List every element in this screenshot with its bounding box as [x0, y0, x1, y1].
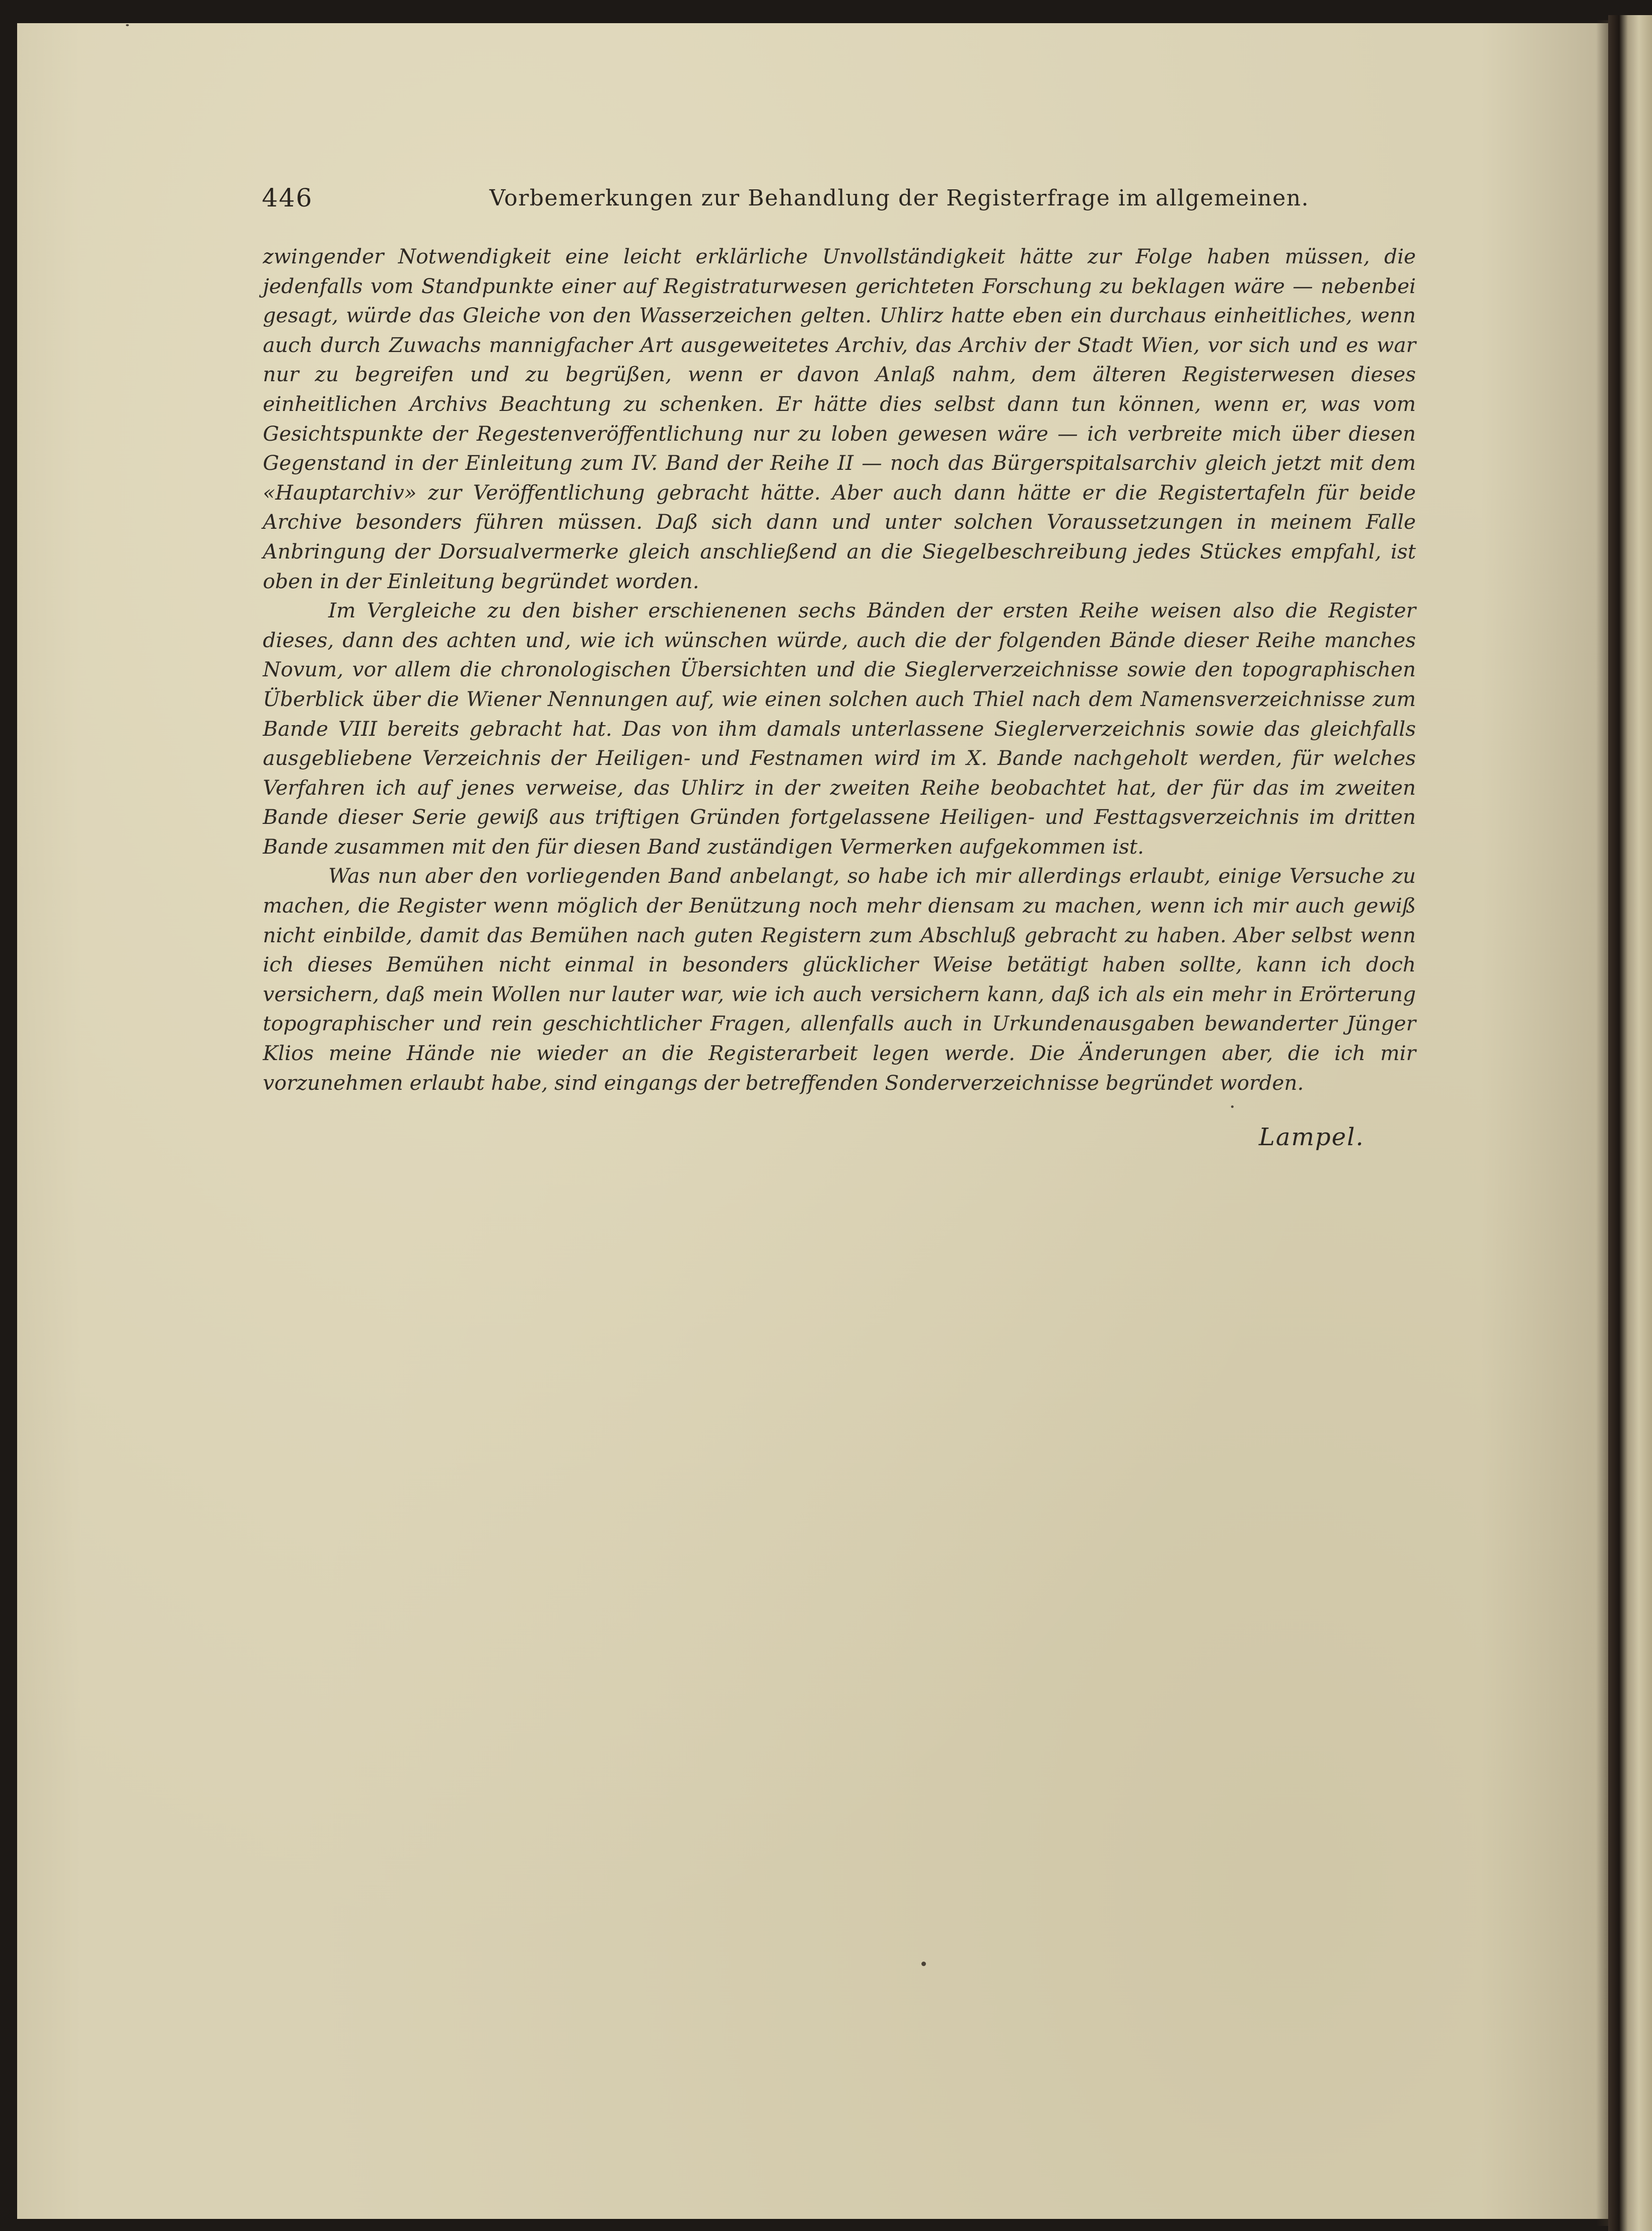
- ink-speck: [1231, 1105, 1234, 1108]
- paragraph-1: zwingender Notwendigkeit eine leicht erklärliche Unvollständigkeit hätte zur Folge haben müssen, die jedenfalls vom Standpunkte einer auf Registraturwesen gerichteten Forschung zu beklagen wäre — nebenbei gesagt, würde das Gleiche von den Wasserzeichen gelten. Uhlirz hatte eben ein durchaus einheitliches, wenn auch durch Zuwachs mannigfacher Art ausgeweitetes Archiv, das Archiv der Stadt Wien, vor sich und es war nur zu begreifen und zu begrüßen, wenn er davon Anlaß nahm, dem älteren Registerwesen dieses einheitlichen Archivs Beachtung zu schenken. Er hätte dies selbst dann tun können, wenn er, was vom Gesichtspunkte der Regestenveröffentlichung nur zu loben gewesen wäre — ich verbreite mich über diesen Gegenstand in der Einleitung zum IV. Band der Reihe II — noch das Bürgerspitalsarchiv gleich jetzt mit dem «Hauptarchiv» zur Veröffentlichung gebracht hätte. Aber auch dann hätte er die Registertafeln für beide Archive besonders führen müssen. Daß sich dann und unter solchen Voraussetzungen in meinem Falle Anbringung der Dorsualvermerke gleich anschließend an die Siegelbeschreibung jedes Stückes empfahl, ist oben in der Einleitung begründet worden.: [263, 244, 1416, 593]
- running-header: [262, 183, 1460, 219]
- running-title: Vorbemerkungen zur Behandlung der Registerfrage im allgemeinen.: [489, 185, 1310, 211]
- page-number: 446: [262, 183, 313, 213]
- ink-speck: [921, 1962, 926, 1966]
- page-gutter-shadow: [1596, 20, 1608, 2226]
- author-signature: Lampel.: [1259, 1123, 1364, 1151]
- body-text: [263, 242, 1416, 1097]
- ink-speck: [126, 24, 129, 26]
- paragraph-2: Im Vergleiche zu den bisher erschienenen sechs Bänden der ersten Reihe weisen also die Register dieses, dann des achten und, wie ich wünschen würde, auch die der folgenden Bände dieser Reihe manches Novum, vor allem die chronologischen Übersichten und die Sieglerverzeichnisse sowie den topographischen Überblick über die Wiener Nennungen auf, wie einen solchen auch Thiel nach dem Namensverzeichnisse zum Bande VIII bereits gebracht hat. Das von ihm damals unterlassene Sieglerverzeichnis sowie das gleichfalls ausgebliebene Verzeichnis der Heiligen- und Festnamen wird im X. Bande nachgeholt werden, für welches Verfahren ich auf jenes verweise, das Uhlirz in der zweiten Reihe beobachtet hat, der für das im zweiten Bande dieser Serie gewiß aus triftigen Gründen fortgelassene Heiligen- und Festtagsverzeichnis im dritten Bande zusammen mit den für diesen Band zuständigen Vermerken aufgekommen ist.: [263, 598, 1416, 859]
- paragraph-3: Was nun aber den vorliegenden Band anbelangt, so habe ich mir allerdings erlaubt, einige Versuche zu machen, die Register wenn möglich der Benützung noch mehr diensam zu machen, wenn ich mir auch gewiß nicht einbilde, damit das Bemühen nach guten Registern zum Abschluß gebracht zu haben. Aber selbst wenn ich dieses Bemühen nicht einmal in besonders glücklicher Weise betätigt haben sollte, kann ich doch versichern, daß mein Wollen nur lauter war, wie ich auch versichern kann, daß ich als ein mehr in Erörterung topographischer und rein geschichtlicher Fragen, allenfalls auch in Urkundenausgaben bewanderter Jünger Klios meine Hände nie wieder an die Registerarbeit legen werde. Die Änderungen aber, die ich mir vorzunehmen erlaubt habe, sind eingangs der betreffenden Sonderverzeichnisse begründet worden.: [263, 864, 1416, 1095]
- book-spine: [1608, 15, 1652, 2231]
